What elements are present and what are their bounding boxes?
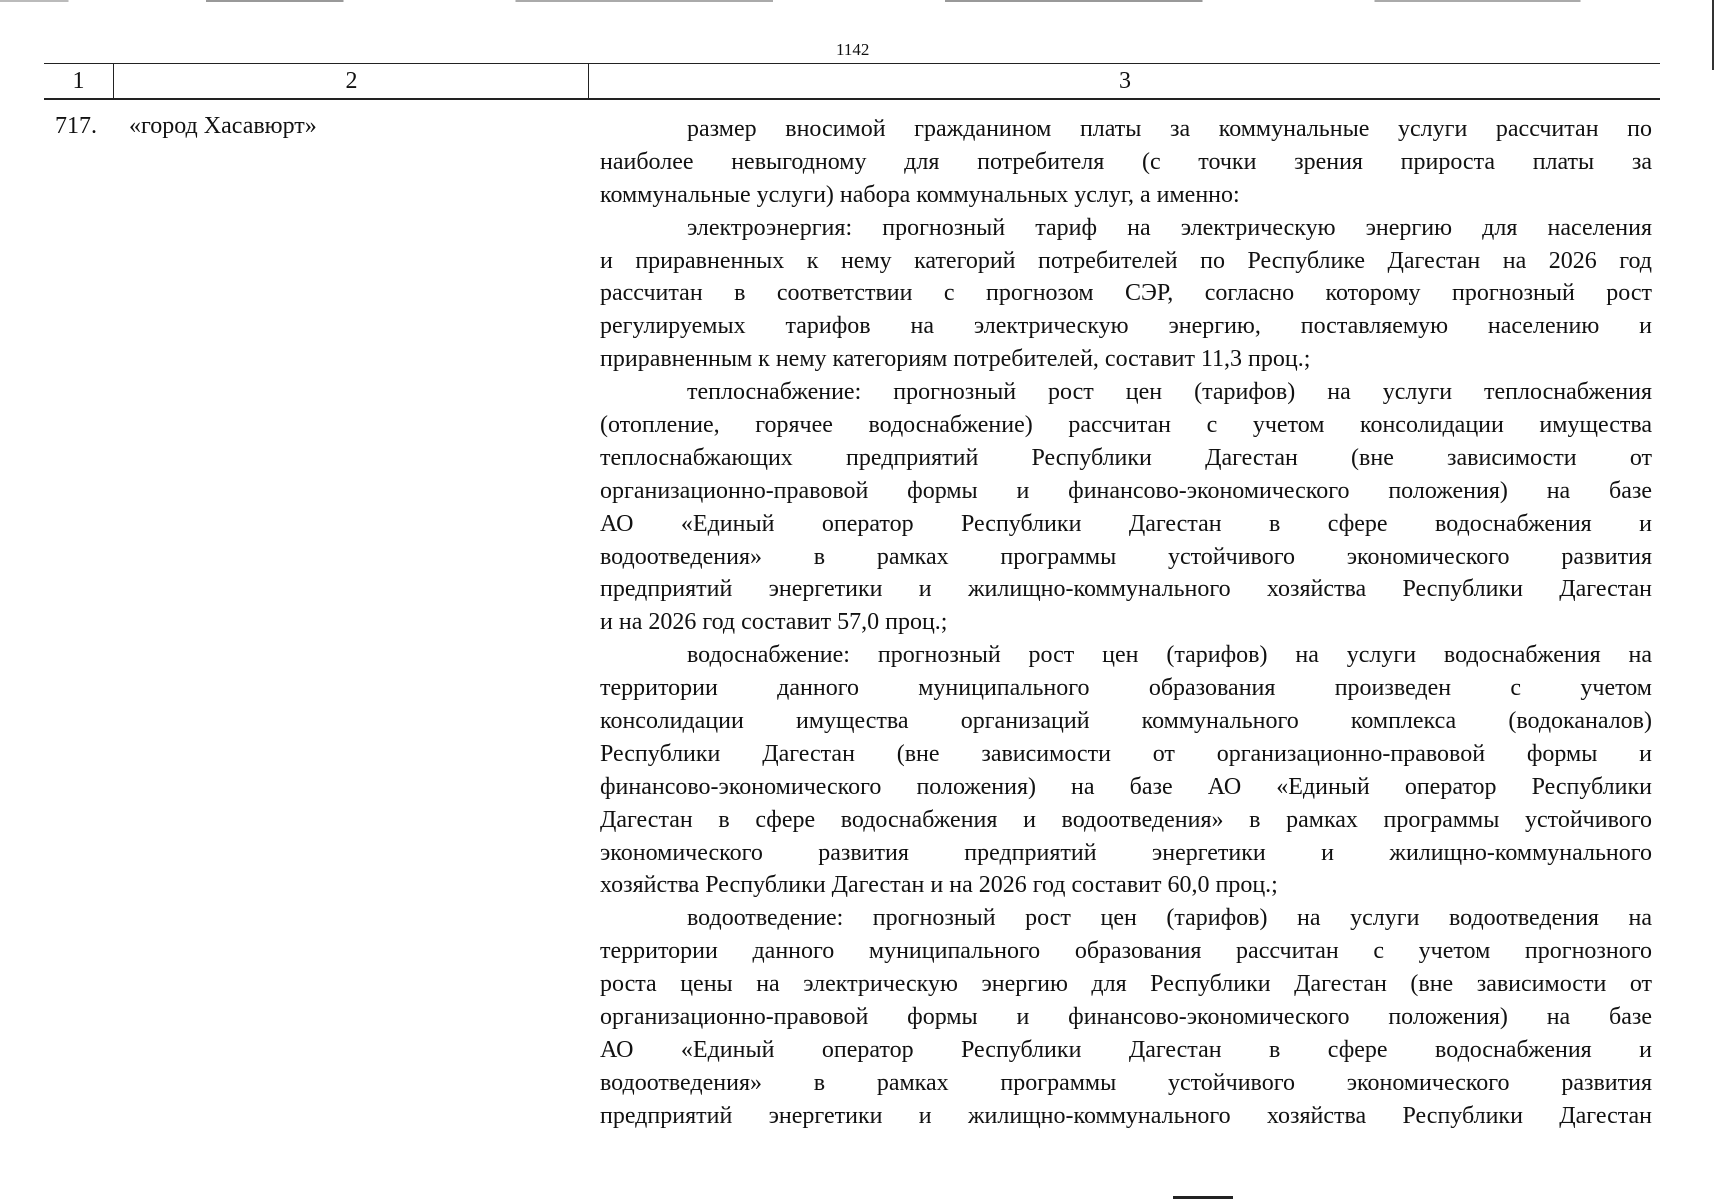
text-line: предприятий энергетики и жилищно-коммунального хозяйства Республики Дагестан	[600, 576, 1652, 603]
text-line: размер вносимой гражданином платы за коммунальные услуги рассчитан по	[687, 116, 1652, 142]
text-line: водоотведения» в рамках программы устойчивого экономического развития	[600, 543, 1652, 570]
paragraph	[600, 639, 1652, 902]
text-line: и на 2026 год составит 57,0 проц.;	[600, 609, 948, 636]
text-line: хозяйства Республики Дагестан и на 2026 год составит 60,0 проц.;	[600, 872, 1278, 899]
column-header-2: 2	[113, 64, 589, 98]
text-line: организационно-правовой формы и финансово-экономического положения) на базе	[600, 1004, 1652, 1031]
text-line: Дагестан в сфере водоснабжения и водоотведения» в рамках программы устойчивого	[600, 806, 1652, 833]
text-line: коммунальные услуги) набора коммунальных услуг, а именно:	[600, 181, 1240, 208]
scan-artifact-right-edge	[1712, 0, 1714, 70]
text-line: водоотведения» в рамках программы устойчивого экономического развития	[600, 1069, 1652, 1096]
text-line: регулируемых тарифов на электрическую энергию, поставляемую населению и	[600, 313, 1652, 340]
text-line: водоотведение: прогнозный рост цен (тарифов) на услуги водоотведения на	[687, 905, 1652, 932]
municipality-name: «город Хасавюрт»	[129, 113, 317, 139]
text-line: роста цены на электрическую энергию для Республики Дагестан (вне зависимости от	[600, 971, 1652, 998]
text-line: Республики Дагестан (вне зависимости от организационно-правовой формы и	[600, 740, 1652, 767]
text-line: территории данного муниципального образования рассчитан с учетом прогнозного	[600, 938, 1652, 965]
text-line: финансово-экономического положения) на базе АО «Единый оператор Республики	[600, 773, 1652, 800]
paragraph	[600, 376, 1652, 639]
row-description	[600, 113, 1652, 1133]
text-line: экономического развития предприятий энергетики и жилищно-коммунального	[600, 839, 1652, 866]
text-line: консолидации имущества организаций коммунального комплекса (водоканалов)	[600, 708, 1652, 735]
text-line: и приравненных к нему категорий потребителей по Республике Дагестан на 2026 год	[600, 247, 1652, 274]
text-line: теплоснабжающих предприятий Республики Дагестан (вне зависимости от	[600, 444, 1652, 471]
text-line: предприятий энергетики и жилищно-коммунального хозяйства Республики Дагестан	[600, 1102, 1652, 1129]
paragraph	[600, 113, 1652, 212]
text-line: (отопление, горячее водоснабжение) рассчитан с учетом консолидации имущества	[600, 412, 1652, 439]
text-line: территории данного муниципального образования произведен с учетом	[600, 675, 1652, 702]
column-header-1: 1	[72, 68, 85, 94]
table-header	[44, 63, 1660, 100]
page-number: 1142	[836, 40, 870, 59]
scan-artifact-mark	[1173, 1196, 1233, 1199]
paragraph	[600, 902, 1652, 1132]
scan-artifact-top-edge	[0, 0, 1718, 2]
text-line: рассчитан в соответствии с прогнозом СЭР, согласно которому прогнозный рост	[600, 280, 1652, 307]
text-line: АО «Единый оператор Республики Дагестан в сфере водоснабжения и	[600, 1036, 1652, 1063]
text-line: электроэнергия: прогнозный тариф на электрическую энергию для населения	[687, 214, 1652, 241]
text-line: организационно-правовой формы и финансово-экономического положения) на базе	[600, 477, 1652, 504]
row-number: 717.	[55, 113, 97, 139]
text-line: АО «Единый оператор Республики Дагестан в сфере водоснабжения и	[600, 510, 1652, 537]
text-line: наиболее невыгодному для потребителя (с точки зрения прироста платы за	[600, 148, 1652, 175]
text-line: теплоснабжение: прогнозный рост цен (тарифов) на услуги теплоснабжения	[687, 379, 1652, 406]
column-header-3: 3	[588, 64, 1661, 98]
paragraph	[600, 212, 1652, 376]
text-line: водоснабжение: прогнозный рост цен (тарифов) на услуги водоснабжения на	[687, 642, 1652, 669]
text-line: приравненным к нему категориям потребителей, составит 11,3 проц.;	[600, 346, 1311, 373]
